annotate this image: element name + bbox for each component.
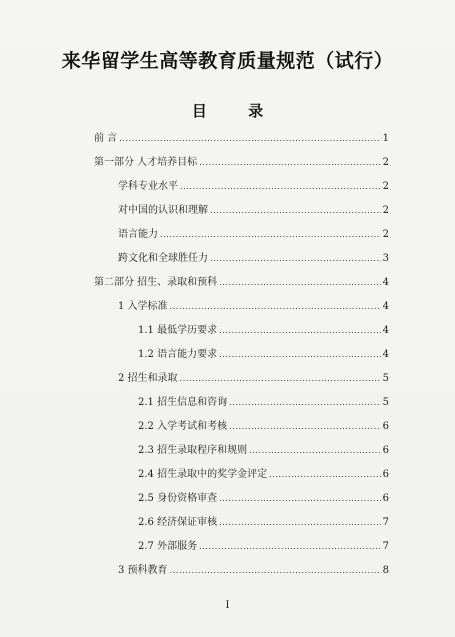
toc-entry-label: 1.1 最低学历要求 (138, 325, 218, 336)
toc-entry-page: 5 (382, 397, 389, 408)
toc-leader-dots (119, 131, 380, 147)
toc-entry-label: 1 入学标准 (118, 301, 168, 312)
toc-leader-dots (219, 275, 380, 291)
toc-leader-dots (210, 251, 381, 267)
toc-leader-dots (229, 395, 381, 411)
toc-entry-page: 3 (382, 253, 389, 264)
toc-entry-page: 2 (382, 205, 389, 216)
toc-entry-label: 语言能力 (118, 229, 158, 240)
toc-entry-label: 2 招生和录取 (118, 373, 178, 384)
toc-entry-label: 2.7 外部服务 (138, 541, 198, 552)
toc-entry-page: 4 (382, 277, 389, 288)
toc-leader-dots (219, 515, 381, 531)
toc-entry-2-3[interactable] (138, 443, 389, 459)
toc-entry-part-1[interactable] (94, 155, 389, 171)
toc-entry-2-6[interactable] (138, 515, 389, 531)
toc-leader-dots (269, 467, 381, 483)
toc-entry-1-1[interactable] (138, 323, 389, 339)
page-number: I (225, 600, 230, 611)
toc-entry-intercultural[interactable] (118, 251, 389, 267)
toc-entry-2-2[interactable] (138, 419, 389, 435)
toc-entry-label: 2.1 招生信息和咨询 (138, 397, 228, 408)
toc-entry-subject-level[interactable] (118, 179, 389, 195)
toc-entry-label: 2.5 身份资格审查 (138, 493, 218, 504)
toc-entry-label: 2.6 经济保证审核 (138, 517, 218, 528)
toc-entry-2-1[interactable] (138, 395, 389, 411)
toc-leader-dots (249, 443, 381, 459)
toc-entry-label: 2.3 招生录取程序和规则 (138, 445, 248, 456)
toc-entry-label: 第二部分 招生、录取和预科 (94, 277, 218, 288)
toc-entry-page: 4 (382, 301, 389, 312)
toc-entry-understanding-china[interactable] (118, 203, 389, 219)
toc-entry-page: 2 (382, 229, 389, 240)
toc-entry-page: 7 (382, 517, 389, 528)
toc-entry-page: 5 (382, 373, 389, 384)
toc-entry-2-7[interactable] (138, 539, 389, 555)
toc-leader-dots (160, 227, 381, 243)
toc-leader-dots (180, 179, 381, 195)
toc-entry-label: 对中国的认识和理解 (118, 205, 208, 216)
toc-entry-page: 1 (382, 133, 389, 144)
toc-leader-dots (180, 371, 381, 387)
toc-entry-page: 4 (382, 349, 389, 360)
toc-entry-page: 6 (382, 469, 389, 480)
toc-leader-dots (219, 347, 381, 363)
toc-entry-page: 6 (382, 421, 389, 432)
toc-leader-dots (210, 203, 381, 219)
toc-entry-preface[interactable] (94, 131, 389, 147)
toc-heading: 目 录 (191, 102, 282, 120)
toc-leader-dots (219, 323, 381, 339)
toc-entry-label: 1.2 语言能力要求 (138, 349, 218, 360)
toc-entry-1-admission-standard[interactable] (118, 299, 389, 315)
toc-leader-dots (219, 491, 381, 507)
toc-leader-dots (229, 419, 381, 435)
toc-entry-label: 前 言 (94, 133, 118, 144)
toc-leader-dots (170, 299, 381, 315)
toc-entry-label: 2.2 入学考试和考核 (138, 421, 228, 432)
toc-entry-2-5[interactable] (138, 491, 389, 507)
toc-entry-label: 跨文化和全球胜任力 (118, 253, 208, 264)
toc-entry-2-4[interactable] (138, 467, 389, 483)
toc-entry-page: 6 (382, 445, 389, 456)
document-title: 来华留学生高等教育质量规范（试行） (61, 50, 394, 72)
toc-entry-page: 2 (382, 157, 389, 168)
toc-entry-1-2[interactable] (138, 347, 389, 363)
toc-entry-page: 2 (382, 181, 389, 192)
toc-entry-language-ability[interactable] (118, 227, 389, 243)
toc-entry-3-preparatory[interactable] (118, 563, 389, 579)
toc-entry-page: 7 (382, 541, 389, 552)
toc-entry-label: 3 预科教育 (118, 565, 168, 576)
toc-entry-page: 4 (382, 325, 389, 336)
toc-leader-dots (170, 563, 381, 579)
toc-leader-dots (199, 155, 380, 171)
toc-leader-dots (199, 539, 381, 555)
toc-entry-label: 学科专业水平 (118, 181, 178, 192)
toc-entry-label: 第一部分 人才培养目标 (94, 157, 198, 168)
toc-entry-2-enrollment[interactable] (118, 371, 389, 387)
toc-entry-part-2[interactable] (94, 275, 389, 291)
toc-entry-label: 2.4 招生录取中的奖学金评定 (138, 469, 268, 480)
toc-entry-page: 8 (382, 565, 389, 576)
toc-entry-page: 6 (382, 493, 389, 504)
